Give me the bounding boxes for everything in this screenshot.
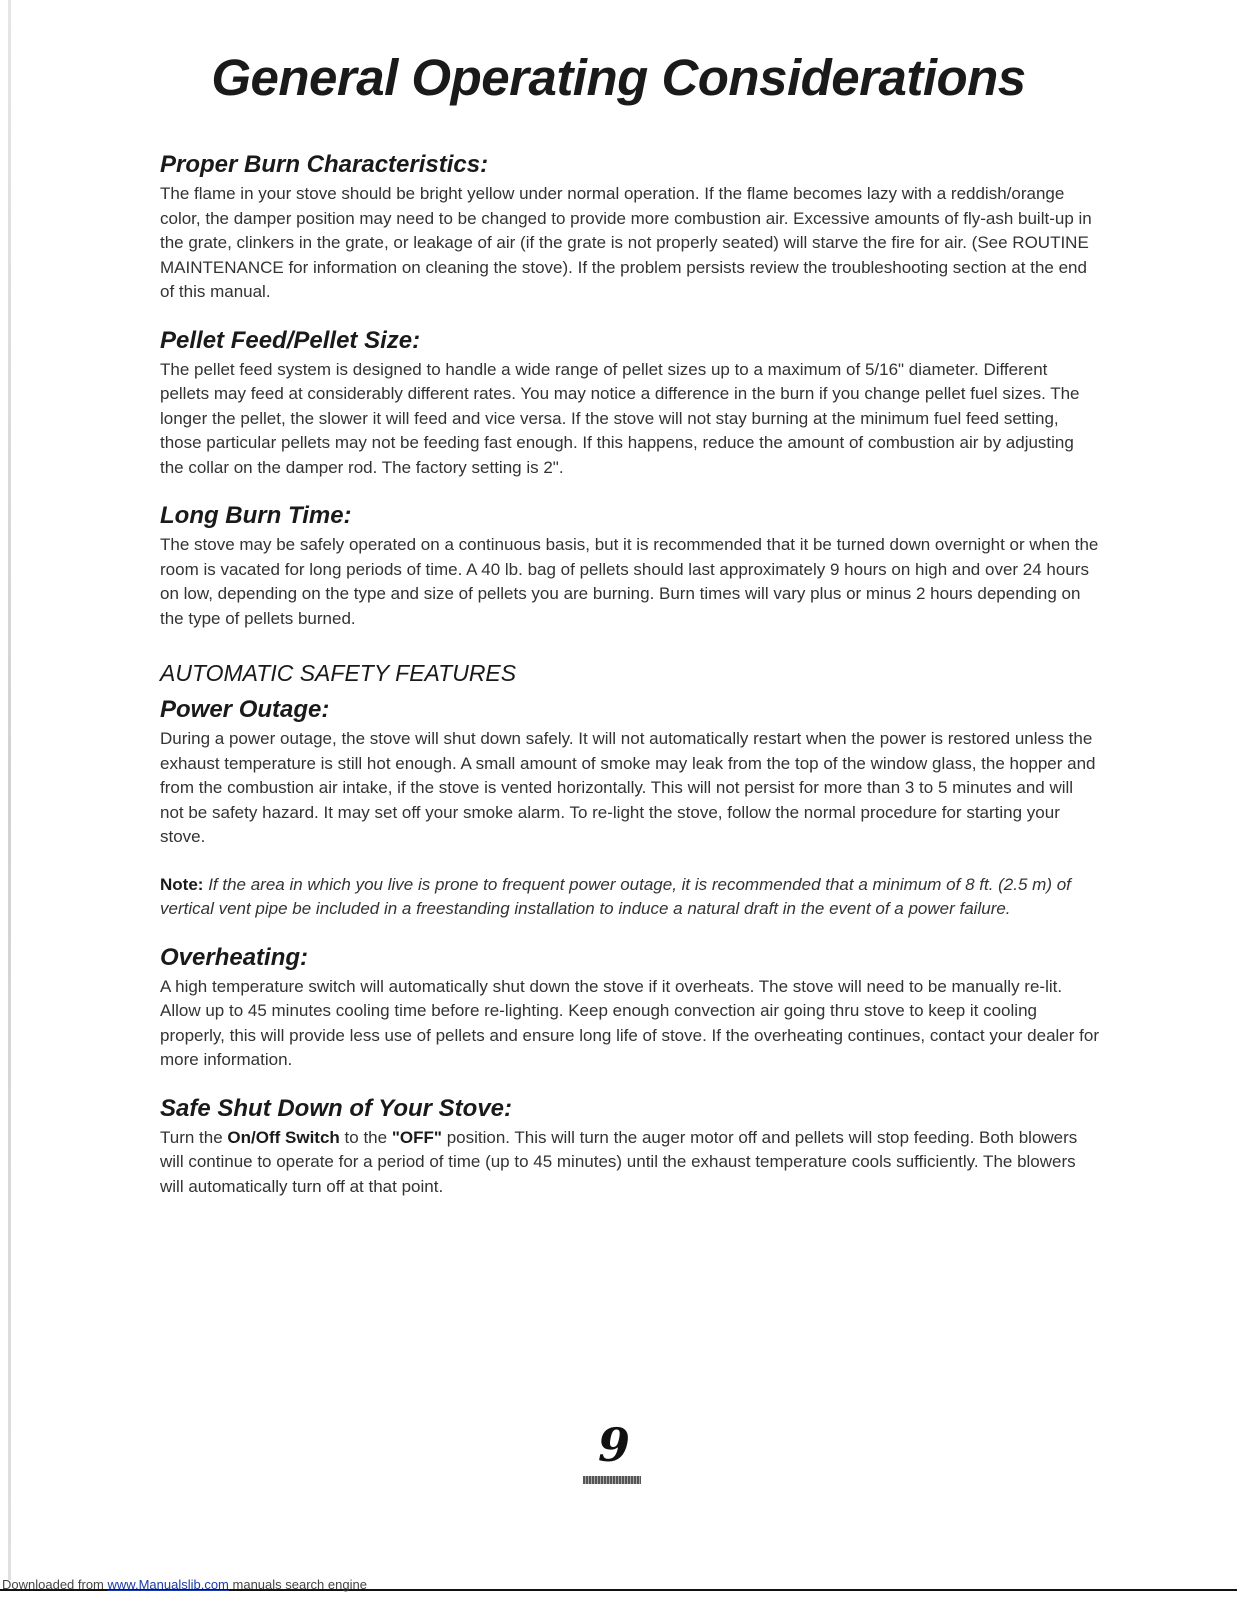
section-heading: Long Burn Time:	[160, 502, 352, 529]
download-footer	[2, 1577, 1237, 1600]
section-body: During a power outage, the stove will shut down safely. It will not automatically restart when the power is restored unless the exhaust temperature is still hot enough. A small amount of smoke may leak from the top of the window glass, the hopper and from the combustion air intake, if the stove is vented horizontally. This will not persist for more than 3 to 5 minutes and will not be safety hazard. It may set off your smoke alarm. To re-light the stove, follow the normal procedure for starting your stove.	[160, 729, 1096, 846]
shutdown-text-mid: to the	[344, 1127, 388, 1147]
section-body: The flame in your stove should be bright yellow under normal operation. If the flame becomes lazy with a reddish/orange color, the damper position may need to be changed to provide more combustion air. Excessive amounts of fly-ash built-up in the grate, clinkers in the grate, or leakage of air (if the grate is not properly seated) will starve the fire for air. (See ROUTINE MAINTENANCE for information on cleaning the stove). If the problem persists review the troubleshooting section at the end of this manual.	[160, 184, 1092, 301]
note-body: If the area in which you live is prone to frequent power outage, it is recommended that a minimum of 8 ft. (2.5 m) of vertical vent pipe be included in a freestanding installation to induce a natural draft in the event of a power failure.	[160, 874, 1071, 918]
section-heading: Safe Shut Down of Your Stove:	[160, 1094, 513, 1122]
page-content	[160, 150, 1100, 1199]
section-body: A high temperature switch will automatically shut down the stove if it overheats. The stove will need to be manually re-lit. Allow up to 45 minutes cooling time before re-lighting. Keep enough convection air going thru stove to keep it cooling properly, this will provide less use of pellets and ensure long life of stove. If the overheating continues, contact your dealer for more information.	[160, 976, 1099, 1069]
section-burn-characteristics	[160, 150, 1100, 305]
footer-suffix: manuals search engine	[232, 1577, 367, 1592]
shutdown-text-post: position. This will turn the auger motor off and pellets will stop feeding. Both blowers will continue to operate for a period of time (up to 45 minutes) until the exhaust temperature cools sufficiently. The blowers will automatically turn off at that point.	[160, 1127, 1078, 1196]
section-body: The stove may be safely operated on a continuous basis, but it is recommended that it be turned down overnight or when the room is vacated for long periods of time. A 40 lb. bag of pellets should last approximately 9 hours on high and over 24 hours on low, depending on the type and size of pellets you are burning. Burn times will vary plus or minus 2 hours depending on the type of pellets burned.	[160, 535, 1099, 628]
section-long-burn	[160, 501, 1100, 631]
off-position-label: "OFF"	[391, 1127, 442, 1147]
section-power-outage	[160, 695, 1100, 850]
note-label: Note:	[160, 874, 204, 894]
shutdown-text-pre: Turn the	[160, 1127, 223, 1147]
section-heading: Overheating:	[160, 943, 309, 971]
section-heading: Proper Burn Characteristics:	[160, 151, 489, 178]
section-heading: Power Outage:	[160, 696, 330, 723]
section-heading: Pellet Feed/Pellet Size:	[160, 326, 421, 354]
on-off-switch-label: On/Off Switch	[227, 1127, 340, 1147]
footer-prefix: Downloaded from	[2, 1577, 104, 1592]
section-body	[160, 1126, 1100, 1200]
section-pellet-feed	[160, 326, 1100, 481]
page-number-underline	[583, 1476, 641, 1484]
section-overheating	[160, 943, 1100, 1073]
page-title: General Operating Considerations	[211, 49, 1026, 106]
page-number: 9	[598, 1418, 631, 1472]
section-body: The pellet feed system is designed to handle a wide range of pellet sizes up to a maximum of 5/16" diameter. Different pellets may feed at considerably different rates. You may notice a difference in the burn if you change pellet fuel sizes. The longer the pellet, the slower it will feed and vice versa. If the stove will not stay burning at the minimum fuel feed setting, those particular pellets may not be feeding fast enough. If this happens, reduce the amount of combustion air by adjusting the collar on the damper rod. The factory setting is 2".	[160, 359, 1080, 477]
power-outage-note	[160, 873, 1100, 922]
scan-edge	[8, 0, 11, 1580]
manualslib-link[interactable]: www.Manualslib.com	[107, 1577, 229, 1592]
section-safe-shutdown	[160, 1094, 1100, 1200]
safety-features-banner: AUTOMATIC SAFETY FEATURES	[160, 660, 517, 686]
